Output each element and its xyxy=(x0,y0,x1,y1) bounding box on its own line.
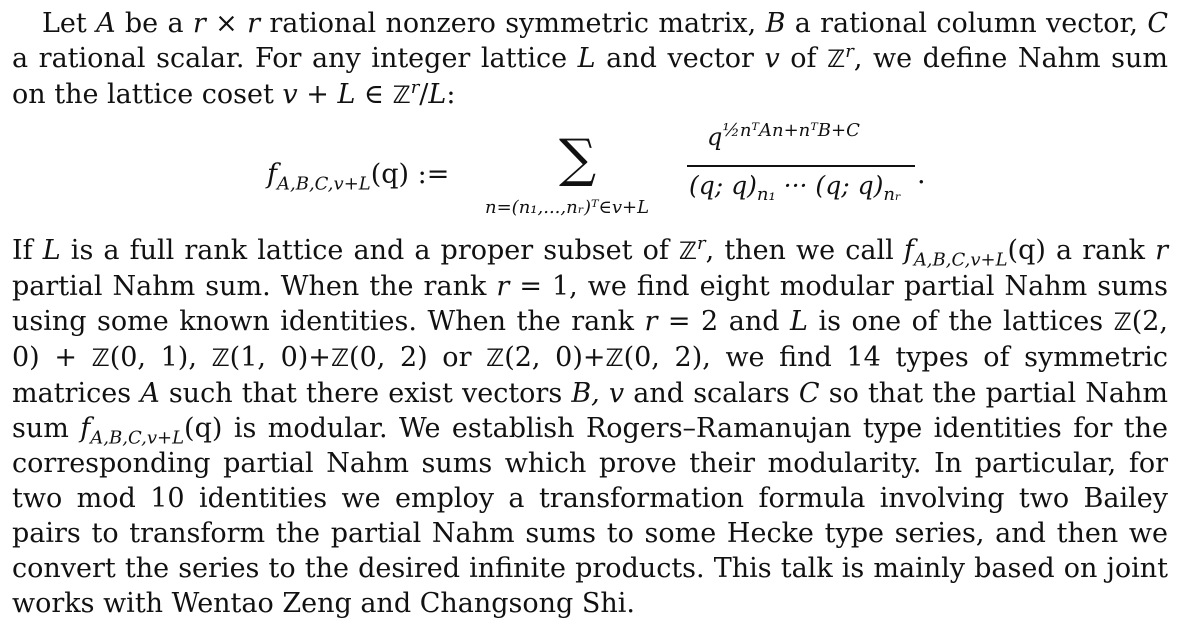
math-symbol: r xyxy=(644,306,658,337)
body-text: and scalars xyxy=(624,378,799,409)
math-symbol: r xyxy=(496,271,510,302)
body-text: such that there exist vectors xyxy=(159,378,572,409)
body-text: a rank xyxy=(1045,235,1156,266)
integers-symbol: ℤ xyxy=(211,344,230,372)
function-symbol: f xyxy=(80,413,91,444)
integers-symbol: ℤ xyxy=(827,45,846,73)
math-symbol: L xyxy=(337,79,356,110)
body-text: (0, 2), we find 14 types of symmetric matrices xyxy=(12,342,1168,409)
math-operator: ∈ xyxy=(355,79,393,110)
body-text: = 2 and xyxy=(657,306,790,337)
body-text: is a full rank lattice and a proper subset of xyxy=(60,235,679,266)
math-symbol: B xyxy=(765,8,786,39)
fraction-bar xyxy=(687,165,915,167)
intro-text: of xyxy=(779,43,828,74)
display-formula xyxy=(12,113,1168,233)
math-symbol: r xyxy=(192,8,206,39)
math-operator: + xyxy=(297,79,338,110)
math-symbol: r xyxy=(1155,235,1168,266)
body-text: (1, 0)+ xyxy=(229,342,331,373)
math-symbol: C xyxy=(1147,8,1168,39)
intro-text: and vector xyxy=(595,43,765,74)
math-symbol: C xyxy=(798,378,820,409)
math-symbol: v xyxy=(282,79,298,110)
intro-text: : xyxy=(446,79,456,110)
body-text: = 1, we find eight modular partial Nahm sums using some known identities. When the rank xyxy=(12,271,1168,337)
body-text: (2, 0)+ xyxy=(504,342,606,373)
math-symbol: v xyxy=(764,43,780,74)
math-symbol: L xyxy=(790,306,808,337)
function-subscript: A,B,C,v+L xyxy=(90,427,185,449)
math-superscript: r xyxy=(845,41,854,62)
numerator-base: q xyxy=(707,123,723,151)
math-superscript: r xyxy=(697,233,706,254)
summation-sign: ∑ xyxy=(559,129,597,189)
integers-symbol: ℤ xyxy=(486,344,505,372)
body-text: (0, 1), xyxy=(109,342,212,373)
function-subscript: A,B,C,v+L xyxy=(913,249,1008,271)
fraction-denominator xyxy=(689,171,902,205)
intro-text: be a xyxy=(115,8,193,39)
summation-index: n=(n₁,...,nᵣ)ᵀ∈v+L xyxy=(485,197,650,218)
math-symbol: r xyxy=(247,8,260,39)
math-symbol: A xyxy=(96,8,116,39)
math-symbol: L xyxy=(428,79,447,110)
formula-lhs xyxy=(267,157,450,195)
body-text: so that the partial Nahm sum xyxy=(12,378,1168,444)
integers-symbol: ℤ xyxy=(330,344,350,372)
function-symbol: f xyxy=(903,235,914,266)
intro-text: , we define Nahm sum on the lattice coset xyxy=(12,43,1169,110)
body-text: partial Nahm sum. When the rank xyxy=(12,271,497,302)
function-argument: (q) := xyxy=(370,159,450,190)
function-argument: (q) xyxy=(1007,235,1046,266)
math-symbol: L xyxy=(42,235,61,266)
q-pochhammer: ··· (q; q) xyxy=(775,171,884,200)
integers-symbol: ℤ xyxy=(91,344,110,372)
q-pochhammer: (q; q) xyxy=(689,171,757,200)
integers-symbol: ℤ xyxy=(392,81,411,109)
math-symbol: L xyxy=(577,43,596,74)
fraction-numerator xyxy=(707,120,860,151)
intro-text: rational nonzero symmetric matrix, xyxy=(260,8,766,39)
body-text: If xyxy=(12,235,43,266)
intro-text: Let xyxy=(42,8,97,39)
math-symbol: B, v xyxy=(571,378,625,409)
pochhammer-subscript: n₁ xyxy=(756,184,776,205)
numerator-exponent: ½nᵀAn+nᵀB+C xyxy=(722,120,860,141)
function-symbol: f xyxy=(267,159,277,190)
integers-symbol: ℤ xyxy=(678,237,698,265)
intro-text: a rational scalar. For any integer lattice xyxy=(12,43,578,74)
body-text: (2, 0) + xyxy=(12,306,1168,373)
math-symbol: A xyxy=(140,378,160,409)
function-subscript: A,B,C,v+L xyxy=(277,173,371,195)
function-argument: (q) xyxy=(184,413,223,444)
integers-symbol: ℤ xyxy=(1113,308,1132,336)
intro-text: a rational column vector, xyxy=(785,8,1148,39)
body-text: is one of the lattices xyxy=(807,306,1114,337)
pochhammer-subscript: nᵣ xyxy=(883,184,902,205)
math-operator: / xyxy=(419,79,429,110)
intro-paragraph xyxy=(12,6,1168,113)
body-text: , then we call xyxy=(705,235,904,266)
nahm-sum-definition xyxy=(267,113,947,233)
math-operator: × xyxy=(205,8,248,39)
body-paragraph xyxy=(12,233,1168,621)
formula-period: . xyxy=(917,159,926,190)
body-text: is modular. We establish Rogers–Ramanujan type identities for the corresponding partial Nahm sums which prove their modularity. In particular, for two mod 10 identities we employ a transformation formula involving two Bailey pairs to transform the partial Nahm sums to some Hecke type series, and then we convert the series to the desired infinite products. This talk is mainly based on joint works with Wentao Zeng and Changsong Shi. xyxy=(12,413,1169,619)
math-superscript: r xyxy=(410,77,420,98)
body-text: (0, 2) or xyxy=(349,342,487,373)
abstract-text xyxy=(12,6,1168,621)
integers-symbol: ℤ xyxy=(605,344,624,372)
